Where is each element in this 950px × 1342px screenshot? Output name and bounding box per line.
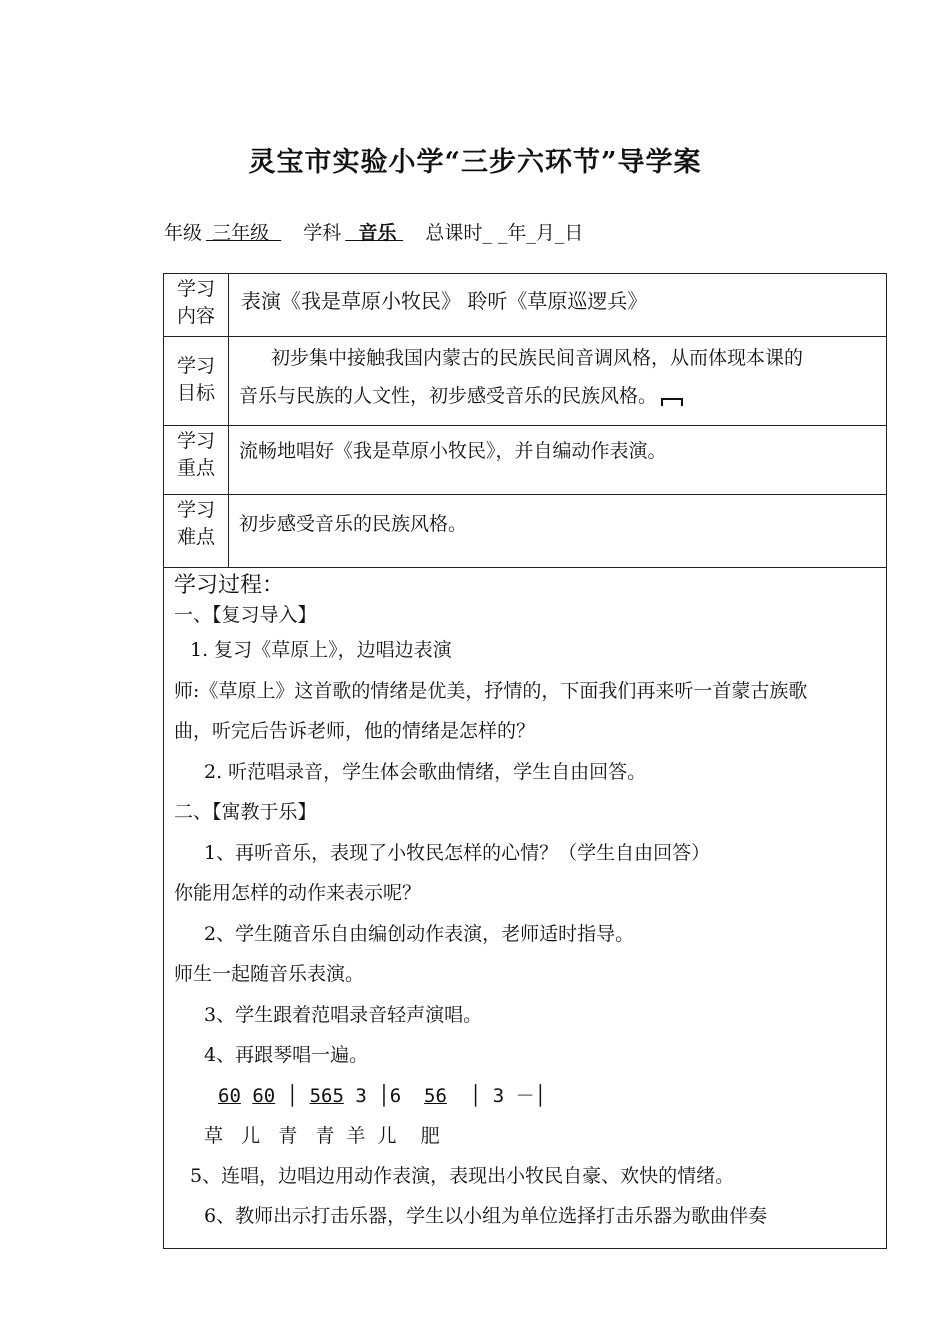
process-line: 3、学生跟着范唱录音轻声演唱。 <box>204 1003 483 1026</box>
process-line: 5、连唱，边唱边用动作表演，表现出小牧民自豪、欢快的情绪。 <box>190 1164 735 1187</box>
goal-cell <box>229 337 887 426</box>
row-goal <box>164 337 887 426</box>
process-line: 你能用怎样的动作来表示呢？ <box>174 882 422 904</box>
edit-mark-icon <box>661 398 683 406</box>
goal-line-1: 初步集中接触我国内蒙古的民族民间音调风格，从而体现本课的 <box>271 347 804 369</box>
process-line: 4、再跟琴唱一遍。 <box>204 1044 369 1066</box>
subject-value: 音乐 <box>358 222 397 244</box>
grade-label: 年级 <box>164 222 203 244</box>
difficulty-cell: 初步感受音乐的民族风格。 <box>229 495 887 568</box>
process-line: 师:《草原上》这首歌的情绪是优美，抒情的，下面我们再来听一首蒙古族歌 <box>174 679 808 702</box>
lyrics-line: 草 儿 青 青 羊 儿 肥 <box>204 1124 440 1147</box>
process-line: 二、【寓教于乐】 <box>174 801 317 823</box>
row-label: 学习难点 <box>164 495 229 568</box>
row-difficulty <box>164 495 887 568</box>
process-heading: 学习过程： <box>174 573 285 598</box>
row-process <box>164 568 887 1249</box>
row-label: 学习目标 <box>164 337 229 426</box>
row-focus <box>164 426 887 495</box>
process-cell <box>164 568 887 1249</box>
process-line: 一、【复习导入】 <box>174 604 317 626</box>
total-class-label: 总课时_ _年_月_日 <box>425 222 584 244</box>
row-label: 学习内容 <box>164 274 229 337</box>
row-content <box>164 274 887 337</box>
grade-value: 三年级 <box>212 222 270 244</box>
process-line: 6、教师出示打击乐器，学生以小组为单位选择打击乐器为歌曲伴奏 <box>204 1205 768 1227</box>
process-line: 1、再听音乐，表现了小牧民怎样的心情？（学生自由回答） <box>204 841 711 864</box>
document-title: 灵宝市实验小学“三步六环节”导学案 <box>248 147 702 178</box>
process-line: 师生一起随音乐表演。 <box>174 963 365 985</box>
meta-line <box>164 218 587 245</box>
music-notation: 60 60 │ 565 3 │6 56 │ 3 －│ <box>218 1084 547 1107</box>
subject-label: 学科 <box>303 222 342 244</box>
process-line: 1. 复习《草原上》，边唱边表演 <box>190 639 452 661</box>
lesson-table <box>163 273 887 1249</box>
process-line: 2、学生随音乐自由编创动作表演，老师适时指导。 <box>204 922 635 945</box>
goal-line-2: 音乐与民族的人文性，初步感受音乐的民族风格。 <box>239 377 878 415</box>
process-line: 2. 听范唱录音，学生体会歌曲情绪，学生自由回答。 <box>204 760 647 783</box>
content-cell: 表演《我是草原小牧民》 聆听《草原巡逻兵》 <box>229 274 887 337</box>
row-label: 学习重点 <box>164 426 229 495</box>
focus-cell: 流畅地唱好《我是草原小牧民》，并自编动作表演。 <box>229 426 887 495</box>
process-line: 曲，听完后告诉老师，他的情绪是怎样的？ <box>174 720 536 742</box>
